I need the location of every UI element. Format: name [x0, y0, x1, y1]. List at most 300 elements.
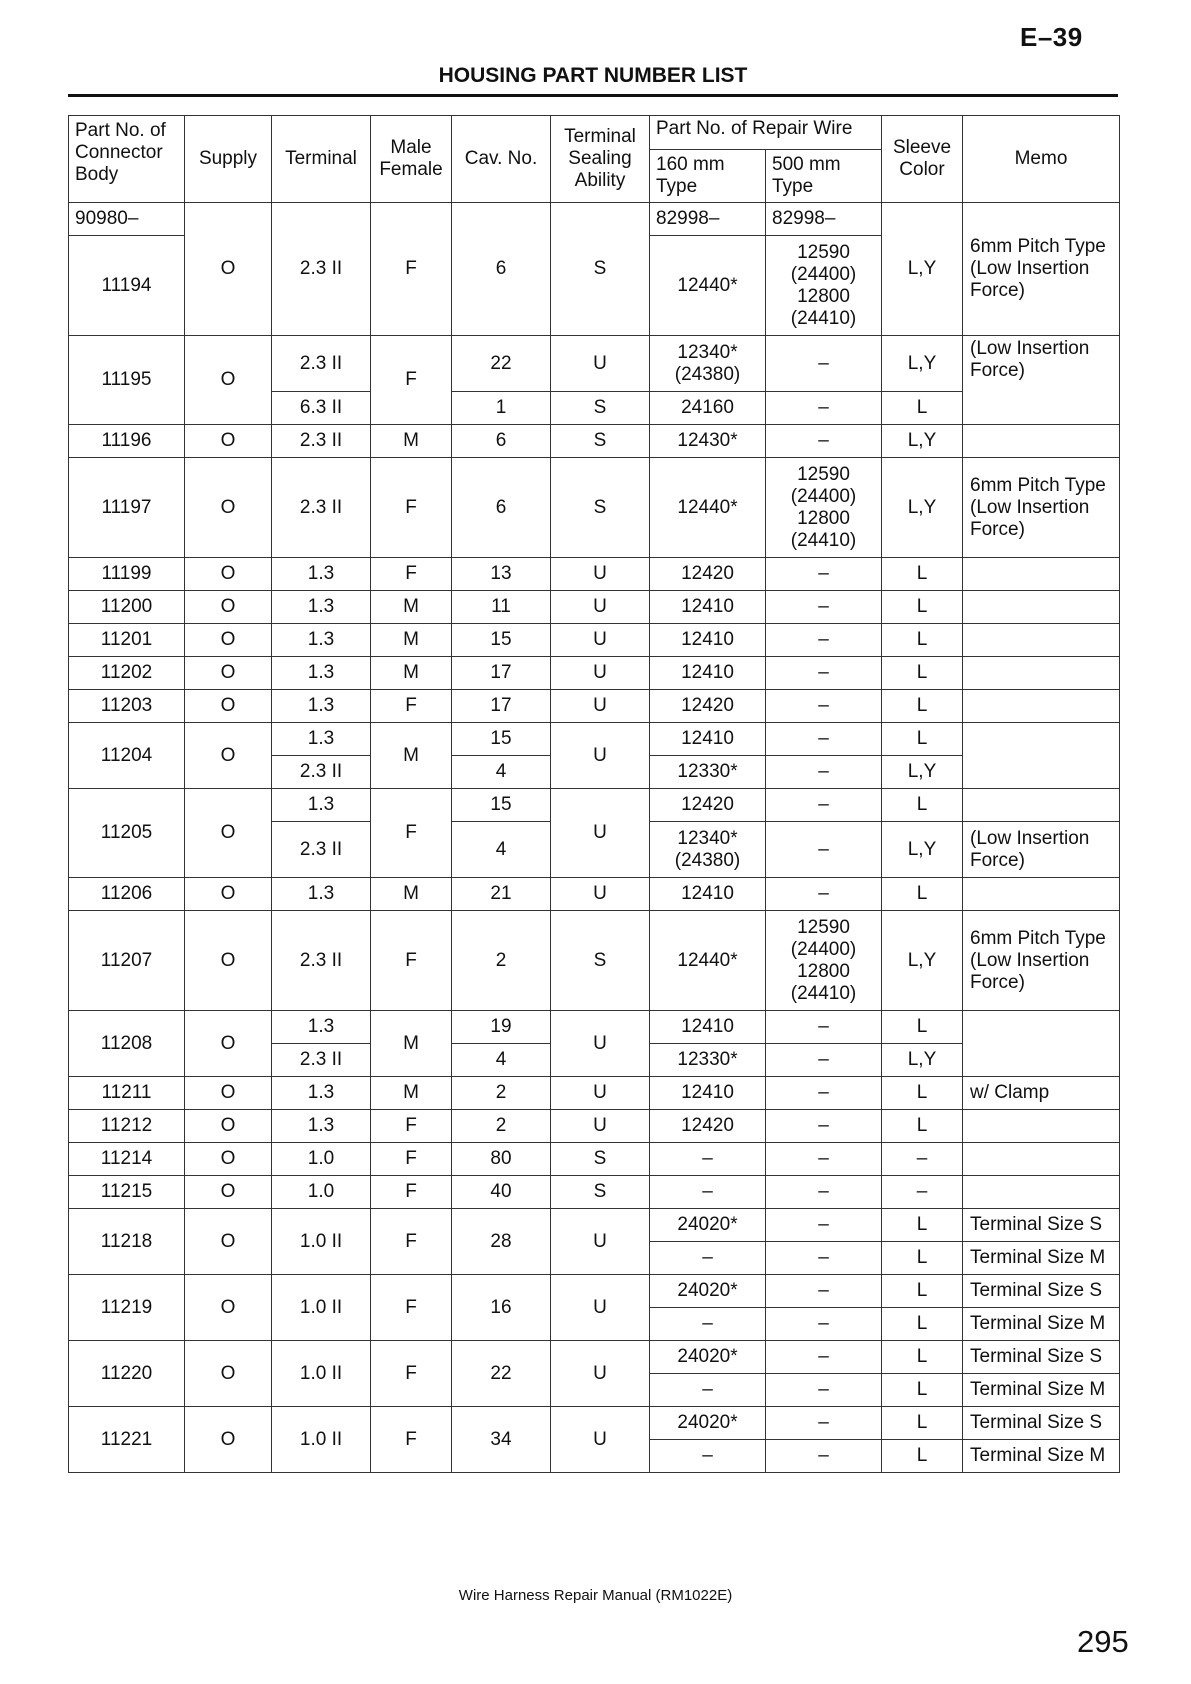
header-part-no: Part No. of Connector Body — [69, 116, 185, 203]
page-number: 295 — [1077, 1624, 1129, 1659]
header-sealing: Terminal Sealing Ability — [551, 116, 650, 203]
cell-part: 11219 — [69, 1275, 185, 1341]
cell-part: 11220 — [69, 1341, 185, 1407]
cell-w160: – — [650, 1176, 766, 1209]
cell-supply: O — [185, 1176, 272, 1209]
cell-w500: 12590 (24400) 12800 (24410) — [766, 911, 882, 1011]
cell-terminal: 2.3 II — [272, 203, 371, 336]
cell-mf: M — [371, 591, 452, 624]
cell-supply: O — [185, 1077, 272, 1110]
cell-mf: F — [371, 1209, 452, 1275]
cell-sleeve: L — [882, 1077, 963, 1110]
cell-cav: 1 — [452, 392, 551, 425]
cell-memo — [963, 1110, 1120, 1143]
cell-mf: M — [371, 1077, 452, 1110]
cell-w160: – — [650, 1242, 766, 1275]
cell-cav: 16 — [452, 1275, 551, 1341]
cell-w500: – — [766, 1143, 882, 1176]
cell-part: 11195 — [69, 336, 185, 425]
cell-w500: – — [766, 1077, 882, 1110]
cell-seal: U — [551, 1011, 650, 1077]
table-row — [69, 1209, 1120, 1242]
cell-sleeve: L — [882, 1242, 963, 1275]
cell-seal: U — [551, 657, 650, 690]
cell-cav: 17 — [452, 690, 551, 723]
cell-seal: U — [551, 789, 650, 878]
cell-w160: 24160 — [650, 392, 766, 425]
cell-seal: U — [551, 1209, 650, 1275]
cell-w160: 24020* — [650, 1341, 766, 1374]
cell-part: 11196 — [69, 425, 185, 458]
cell-sleeve: L — [882, 657, 963, 690]
cell-memo — [963, 1011, 1120, 1077]
cell-w160: – — [650, 1374, 766, 1407]
cell-w500: – — [766, 425, 882, 458]
cell-memo: Terminal Size M — [963, 1308, 1120, 1341]
cell-terminal: 1.3 — [272, 558, 371, 591]
cell-terminal: 6.3 II — [272, 392, 371, 425]
cell-terminal: 2.3 II — [272, 458, 371, 558]
cell-sleeve: L,Y — [882, 1044, 963, 1077]
cell-terminal: 1.3 — [272, 1077, 371, 1110]
header-repair-wire: Part No. of Repair Wire — [650, 116, 882, 150]
cell-memo: (Low Insertion Force) — [963, 822, 1120, 878]
cell-mf: F — [371, 1143, 452, 1176]
table-row — [69, 1143, 1120, 1176]
cell-mf: F — [371, 458, 452, 558]
cell-supply: O — [185, 1011, 272, 1077]
cell-part: 11212 — [69, 1110, 185, 1143]
cell-w500: 12590 (24400) 12800 (24410) — [766, 236, 882, 336]
cell-terminal: 1.3 — [272, 1011, 371, 1044]
cell-memo — [963, 657, 1120, 690]
cell-w500: – — [766, 1440, 882, 1473]
cell-supply: O — [185, 1143, 272, 1176]
cell-part: 11201 — [69, 624, 185, 657]
table-row — [69, 425, 1120, 458]
part-prefix: 90980– — [69, 203, 185, 236]
cell-w160: 12410 — [650, 878, 766, 911]
cell-w160: 24020* — [650, 1275, 766, 1308]
cell-w160: 12420 — [650, 1110, 766, 1143]
cell-memo — [963, 878, 1120, 911]
cell-terminal: 1.3 — [272, 591, 371, 624]
cell-part: 11197 — [69, 458, 185, 558]
cell-supply: O — [185, 789, 272, 878]
table-row — [69, 690, 1120, 723]
cell-supply: O — [185, 911, 272, 1011]
cell-seal: U — [551, 558, 650, 591]
cell-part: 11200 — [69, 591, 185, 624]
cell-memo: Terminal Size S — [963, 1341, 1120, 1374]
cell-part: 11206 — [69, 878, 185, 911]
cell-w500: – — [766, 1011, 882, 1044]
cell-terminal: 1.3 — [272, 624, 371, 657]
cell-terminal: 1.0 II — [272, 1275, 371, 1341]
cell-sleeve: L,Y — [882, 911, 963, 1011]
cell-supply: O — [185, 657, 272, 690]
cell-w500: – — [766, 1044, 882, 1077]
cell-mf: M — [371, 425, 452, 458]
cell-seal: S — [551, 911, 650, 1011]
cell-part: 11215 — [69, 1176, 185, 1209]
cell-terminal: 1.0 — [272, 1176, 371, 1209]
cell-cav: 6 — [452, 425, 551, 458]
cell-w500: – — [766, 1176, 882, 1209]
cell-w160: 12410 — [650, 591, 766, 624]
cell-seal: S — [551, 1143, 650, 1176]
cell-w160: – — [650, 1308, 766, 1341]
cell-w500: – — [766, 1110, 882, 1143]
table-row — [69, 1110, 1120, 1143]
cell-part: 11218 — [69, 1209, 185, 1275]
cell-w500: – — [766, 657, 882, 690]
cell-w500: 12590 (24400) 12800 (24410) — [766, 458, 882, 558]
cell-seal: S — [551, 392, 650, 425]
cell-cav: 34 — [452, 1407, 551, 1473]
cell-cav: 6 — [452, 458, 551, 558]
cell-w500: – — [766, 1275, 882, 1308]
cell-seal: U — [551, 1077, 650, 1110]
cell-mf: F — [371, 1275, 452, 1341]
cell-part: 11208 — [69, 1011, 185, 1077]
cell-seal: U — [551, 878, 650, 911]
cell-w160: 12410 — [650, 723, 766, 756]
cell-sleeve: L — [882, 1011, 963, 1044]
cell-terminal: 1.0 II — [272, 1209, 371, 1275]
cell-part: 11207 — [69, 911, 185, 1011]
cell-mf: M — [371, 878, 452, 911]
cell-cav: 4 — [452, 1044, 551, 1077]
header-male-female: Male Female — [371, 116, 452, 203]
cell-supply: O — [185, 690, 272, 723]
cell-w500: – — [766, 558, 882, 591]
cell-part: 11211 — [69, 1077, 185, 1110]
cell-cav: 28 — [452, 1209, 551, 1275]
table-row — [69, 1077, 1120, 1110]
cell-terminal: 1.3 — [272, 878, 371, 911]
cell-cav: 4 — [452, 822, 551, 878]
cell-w160: 12330* — [650, 756, 766, 789]
cell-part: 11204 — [69, 723, 185, 789]
cell-mf: F — [371, 690, 452, 723]
cell-sleeve: L — [882, 1308, 963, 1341]
cell-w160: 12340* (24380) — [650, 822, 766, 878]
cell-sleeve: L — [882, 1341, 963, 1374]
cell-w160: 12440* — [650, 911, 766, 1011]
cell-w500: – — [766, 1407, 882, 1440]
cell-w160: – — [650, 1440, 766, 1473]
cell-sleeve: L — [882, 1209, 963, 1242]
table-row — [69, 558, 1120, 591]
header-160mm: 160 mm Type — [650, 150, 766, 203]
cell-terminal: 1.0 II — [272, 1407, 371, 1473]
table-row — [69, 1407, 1120, 1440]
cell-sleeve: L — [882, 1374, 963, 1407]
cell-w500: – — [766, 1308, 882, 1341]
cell-terminal: 1.3 — [272, 789, 371, 822]
cell-sleeve: L — [882, 1110, 963, 1143]
cell-cav: 22 — [452, 1341, 551, 1407]
cell-w160: – — [650, 1143, 766, 1176]
footer-text: Wire Harness Repair Manual (RM1022E) — [458, 1587, 733, 1604]
cell-part: 11194 — [69, 236, 185, 336]
cell-cav: 13 — [452, 558, 551, 591]
table-row — [69, 723, 1120, 756]
table-row — [69, 591, 1120, 624]
cell-sleeve: L — [882, 1407, 963, 1440]
cell-memo — [963, 425, 1120, 458]
cell-mf: M — [371, 657, 452, 690]
cell-cav: 80 — [452, 1143, 551, 1176]
cell-mf: F — [371, 1110, 452, 1143]
cell-cav: 15 — [452, 789, 551, 822]
cell-supply: O — [185, 624, 272, 657]
table-row — [69, 1011, 1120, 1044]
cell-part: 11205 — [69, 789, 185, 878]
cell-sleeve: L — [882, 789, 963, 822]
header-memo: Memo — [963, 116, 1120, 203]
cell-seal: U — [551, 723, 650, 789]
cell-memo: 6mm Pitch Type (Low Insertion Force) — [963, 203, 1120, 336]
cell-part: 11199 — [69, 558, 185, 591]
cell-mf: M — [371, 1011, 452, 1077]
cell-sleeve: L — [882, 1275, 963, 1308]
cell-sleeve: – — [882, 1143, 963, 1176]
cell-seal: S — [551, 1176, 650, 1209]
table-header — [69, 116, 1120, 203]
cell-w500: – — [766, 1341, 882, 1374]
cell-w500: – — [766, 1242, 882, 1275]
cell-mf: F — [371, 203, 452, 336]
cell-memo — [963, 1143, 1120, 1176]
cell-sleeve: L — [882, 591, 963, 624]
table-row — [69, 336, 1120, 392]
cell-mf: F — [371, 336, 452, 425]
cell-mf: F — [371, 558, 452, 591]
table-row — [69, 789, 1120, 822]
cell-seal: U — [551, 336, 650, 392]
cell-terminal: 1.3 — [272, 657, 371, 690]
table-row — [69, 1275, 1120, 1308]
cell-memo: Terminal Size S — [963, 1407, 1120, 1440]
cell-seal: S — [551, 458, 650, 558]
cell-seal: U — [551, 1341, 650, 1407]
cell-cav: 6 — [452, 203, 551, 336]
cell-mf: F — [371, 1176, 452, 1209]
cell-terminal: 1.3 — [272, 690, 371, 723]
cell-memo: Terminal Size S — [963, 1209, 1120, 1242]
cell-w500: – — [766, 336, 882, 392]
cell-terminal: 2.3 II — [272, 822, 371, 878]
cell-w160: 24020* — [650, 1209, 766, 1242]
cell-seal: U — [551, 591, 650, 624]
cell-cav: 2 — [452, 1110, 551, 1143]
cell-w160: 12440* — [650, 458, 766, 558]
page-title: HOUSING PART NUMBER LIST — [438, 64, 748, 87]
cell-w500: – — [766, 822, 882, 878]
cell-cav: 2 — [452, 911, 551, 1011]
cell-w160: 12420 — [650, 558, 766, 591]
cell-supply: O — [185, 1275, 272, 1341]
cell-sleeve: L,Y — [882, 425, 963, 458]
table-row — [69, 203, 1120, 236]
cell-memo — [963, 558, 1120, 591]
cell-w160: 12410 — [650, 1011, 766, 1044]
cell-w160: 12410 — [650, 1077, 766, 1110]
cell-cav: 40 — [452, 1176, 551, 1209]
cell-mf: F — [371, 789, 452, 878]
cell-memo: Terminal Size S — [963, 1275, 1120, 1308]
cell-memo: 6mm Pitch Type (Low Insertion Force) — [963, 458, 1120, 558]
cell-terminal: 1.3 — [272, 723, 371, 756]
cell-terminal: 1.0 II — [272, 1341, 371, 1407]
cell-sleeve: L,Y — [882, 203, 963, 336]
cell-mf: F — [371, 911, 452, 1011]
cell-supply: O — [185, 878, 272, 911]
cell-seal: U — [551, 690, 650, 723]
cell-memo — [963, 690, 1120, 723]
cell-cav: 15 — [452, 624, 551, 657]
cell-sleeve: L,Y — [882, 822, 963, 878]
cell-terminal: 1.3 — [272, 1110, 371, 1143]
cell-mf: F — [371, 1407, 452, 1473]
cell-supply: O — [185, 558, 272, 591]
cell-memo: Terminal Size M — [963, 1440, 1120, 1473]
cell-part: 11214 — [69, 1143, 185, 1176]
cell-w500: – — [766, 591, 882, 624]
cell-w160: 12340* (24380) — [650, 336, 766, 392]
cell-w160: 12430* — [650, 425, 766, 458]
table-row — [69, 911, 1120, 1011]
table-row — [69, 458, 1120, 558]
cell-cav: 21 — [452, 878, 551, 911]
cell-supply: O — [185, 458, 272, 558]
cell-supply: O — [185, 1110, 272, 1143]
w160-prefix: 82998– — [650, 203, 766, 236]
cell-w500: – — [766, 1374, 882, 1407]
cell-memo — [963, 1176, 1120, 1209]
cell-w500: – — [766, 624, 882, 657]
cell-part: 11203 — [69, 690, 185, 723]
cell-part: 11221 — [69, 1407, 185, 1473]
cell-memo: w/ Clamp — [963, 1077, 1120, 1110]
cell-supply: O — [185, 591, 272, 624]
cell-w160: 12410 — [650, 624, 766, 657]
cell-terminal: 2.3 II — [272, 1044, 371, 1077]
housing-part-table — [68, 115, 1120, 1473]
cell-sleeve: L,Y — [882, 756, 963, 789]
cell-w500: – — [766, 392, 882, 425]
table-row — [69, 878, 1120, 911]
cell-w500: – — [766, 1209, 882, 1242]
cell-cav: 11 — [452, 591, 551, 624]
cell-memo — [963, 789, 1120, 822]
cell-w160: 12420 — [650, 690, 766, 723]
header-terminal: Terminal — [272, 116, 371, 203]
cell-sleeve: L,Y — [882, 336, 963, 392]
cell-supply: O — [185, 203, 272, 336]
cell-terminal: 2.3 II — [272, 911, 371, 1011]
cell-w160: 12330* — [650, 1044, 766, 1077]
cell-cav: 4 — [452, 756, 551, 789]
cell-supply: O — [185, 336, 272, 425]
cell-seal: S — [551, 203, 650, 336]
cell-w500: – — [766, 756, 882, 789]
cell-memo: Terminal Size M — [963, 1242, 1120, 1275]
cell-seal: S — [551, 425, 650, 458]
cell-seal: U — [551, 624, 650, 657]
cell-mf: F — [371, 1341, 452, 1407]
cell-terminal: 2.3 II — [272, 756, 371, 789]
cell-cav: 17 — [452, 657, 551, 690]
cell-mf: M — [371, 624, 452, 657]
header-cav-no: Cav. No. — [452, 116, 551, 203]
title-rule — [68, 94, 1118, 97]
cell-memo: Terminal Size M — [963, 1374, 1120, 1407]
cell-sleeve: – — [882, 1176, 963, 1209]
cell-sleeve: L — [882, 690, 963, 723]
cell-w160: 12410 — [650, 657, 766, 690]
header-500mm: 500 mm Type — [766, 150, 882, 203]
cell-supply: O — [185, 1341, 272, 1407]
cell-sleeve: L — [882, 723, 963, 756]
header-supply: Supply — [185, 116, 272, 203]
cell-part: 11202 — [69, 657, 185, 690]
table-row — [69, 1176, 1120, 1209]
cell-memo — [963, 723, 1120, 789]
cell-supply: O — [185, 425, 272, 458]
cell-w500: – — [766, 789, 882, 822]
cell-w160: 12420 — [650, 789, 766, 822]
cell-sleeve: L — [882, 878, 963, 911]
cell-sleeve: L — [882, 1440, 963, 1473]
cell-seal: U — [551, 1407, 650, 1473]
cell-cav: 22 — [452, 336, 551, 392]
cell-sleeve: L — [882, 392, 963, 425]
cell-w160: 24020* — [650, 1407, 766, 1440]
cell-terminal: 2.3 II — [272, 425, 371, 458]
cell-terminal: 2.3 II — [272, 336, 371, 392]
cell-terminal: 1.0 — [272, 1143, 371, 1176]
cell-cav: 15 — [452, 723, 551, 756]
table-row — [69, 624, 1120, 657]
table-row — [69, 657, 1120, 690]
cell-seal: U — [551, 1110, 650, 1143]
cell-memo: 6mm Pitch Type (Low Insertion Force) — [963, 911, 1120, 1011]
cell-w500: – — [766, 878, 882, 911]
cell-memo: (Low Insertion Force) — [963, 336, 1120, 425]
cell-cav: 2 — [452, 1077, 551, 1110]
cell-supply: O — [185, 723, 272, 789]
cell-mf: M — [371, 723, 452, 789]
header-sleeve: Sleeve Color — [882, 116, 963, 203]
cell-w500: – — [766, 723, 882, 756]
w500-prefix: 82998– — [766, 203, 882, 236]
cell-supply: O — [185, 1209, 272, 1275]
cell-memo — [963, 624, 1120, 657]
cell-seal: U — [551, 1275, 650, 1341]
cell-sleeve: L,Y — [882, 458, 963, 558]
cell-supply: O — [185, 1407, 272, 1473]
cell-w160: 12440* — [650, 236, 766, 336]
cell-cav: 19 — [452, 1011, 551, 1044]
table-row — [69, 1341, 1120, 1374]
cell-sleeve: L — [882, 624, 963, 657]
page-code: E–39 — [1020, 22, 1083, 52]
cell-w500: – — [766, 690, 882, 723]
cell-sleeve: L — [882, 558, 963, 591]
